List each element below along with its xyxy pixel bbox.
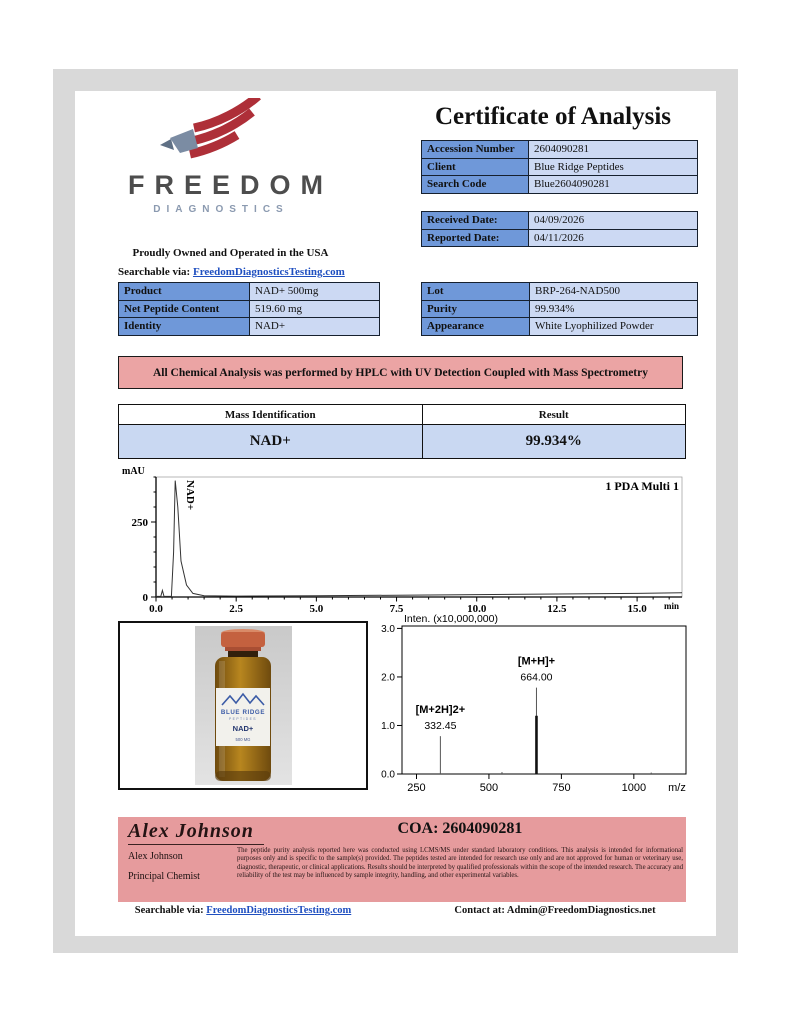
eagle-logo-icon xyxy=(160,98,272,170)
usa-tagline: Proudly Owned and Operated in the USA xyxy=(132,247,329,259)
svg-text:2.5: 2.5 xyxy=(229,603,244,615)
footer-contact-value: Admin@FreedomDiagnostics.net xyxy=(506,905,656,916)
svg-text:5.0: 5.0 xyxy=(309,603,324,615)
row-label: Appearance xyxy=(422,318,530,336)
svg-text:2.0: 2.0 xyxy=(381,672,395,684)
searchable-line xyxy=(118,266,345,278)
table-row xyxy=(119,318,380,336)
row-label: Net Peptide Content xyxy=(119,300,250,318)
svg-text:250: 250 xyxy=(407,782,426,794)
signature-handwriting: Alex Johnson xyxy=(128,820,264,845)
svg-text:250: 250 xyxy=(131,517,148,529)
svg-text:12.5: 12.5 xyxy=(547,603,567,615)
row-label: Lot xyxy=(422,283,530,301)
table-row xyxy=(119,283,380,301)
svg-text:0.0: 0.0 xyxy=(149,603,163,615)
footer-contact xyxy=(430,905,680,916)
table-row xyxy=(422,158,698,176)
row-label: Product xyxy=(119,283,250,301)
svg-text:mAU: mAU xyxy=(122,466,145,477)
footer-contact-label: Contact at: xyxy=(454,905,505,916)
row-value: 99.934% xyxy=(530,300,698,318)
svg-text:1000: 1000 xyxy=(621,782,647,794)
lot-table xyxy=(421,282,698,336)
row-value: 519.60 mg xyxy=(250,300,380,318)
coa-number: COA: 2604090281 xyxy=(397,820,523,837)
footer-searchable-link[interactable]: FreedomDiagnosticsTesting.com xyxy=(206,905,352,916)
product-table xyxy=(118,282,380,336)
svg-text:m/z: m/z xyxy=(668,782,686,794)
vial-product-name: NAD+ xyxy=(232,724,253,733)
row-value: 04/09/2026 xyxy=(529,212,698,230)
table-row xyxy=(119,425,686,459)
svg-text:7.5: 7.5 xyxy=(389,603,404,615)
logo-subtitle: DIAGNOSTICS xyxy=(153,204,289,215)
row-value: White Lyophilized Powder xyxy=(530,318,698,336)
row-value: NAD+ xyxy=(250,318,380,336)
svg-text:0.0: 0.0 xyxy=(381,769,395,781)
logo-wordmark: FREEDOM xyxy=(128,170,333,200)
svg-text:15.0: 15.0 xyxy=(627,603,647,615)
page-title: Certificate of Analysis xyxy=(434,103,672,130)
svg-text:664.00: 664.00 xyxy=(520,671,553,684)
footer-searchable-label: Searchable via: xyxy=(134,905,204,916)
table-row xyxy=(422,141,698,159)
dates-table xyxy=(421,211,698,247)
signer-name: Alex Johnson xyxy=(128,851,183,862)
row-label: Client xyxy=(422,158,529,176)
row-label: Received Date: xyxy=(422,212,529,230)
vial-strength: 500 MG xyxy=(235,737,250,742)
table-row xyxy=(422,318,698,336)
row-value: Blue Ridge Peptides xyxy=(529,158,698,176)
row-label: Accession Number xyxy=(422,141,529,159)
mass-id-value: NAD+ xyxy=(119,425,423,459)
searchable-link[interactable]: FreedomDiagnosticsTesting.com xyxy=(192,266,345,278)
row-label: Purity xyxy=(422,300,530,318)
svg-text:332.45: 332.45 xyxy=(424,720,457,733)
table-row xyxy=(119,300,380,318)
mass-spectrum-chart xyxy=(374,612,696,802)
mass-id-header: Mass Identification xyxy=(119,405,423,425)
svg-text:Inten. (x10,000,000): Inten. (x10,000,000) xyxy=(404,613,498,625)
table-row xyxy=(422,176,698,194)
vial-brand: BLUE RIDGE xyxy=(220,709,265,716)
row-label: Identity xyxy=(119,318,250,336)
svg-text:1 PDA Multi 1: 1 PDA Multi 1 xyxy=(605,479,679,493)
svg-text:1.0: 1.0 xyxy=(381,720,395,732)
row-value: NAD+ 500mg xyxy=(250,283,380,301)
result-value: 99.934% xyxy=(422,425,686,459)
svg-text:750: 750 xyxy=(552,782,571,794)
row-value: 2604090281 xyxy=(529,141,698,159)
hplc-chromatogram-chart xyxy=(118,462,693,617)
result-header: Result xyxy=(422,405,686,425)
row-value: Blue2604090281 xyxy=(529,176,698,194)
disclaimer-text: The peptide purity analysis reported here was conducted using LCMS/MS under standard laboratory conditions. This analysis is intended for informational purposes only and is specific to the sample(s) provided. The peptides tested are intended for research use only and are not approved for human or veterinary use, diagnostic, therapeutic, or clinical applications. Results should be interpreted by qualified professionals within the scope of the intended research. The accuracy and reliability of the test may be influenced by sample integrity, handling, and other experimental variables. xyxy=(237,847,683,880)
table-row xyxy=(422,283,698,301)
table-row xyxy=(422,212,698,230)
row-value: 04/11/2026 xyxy=(529,229,698,247)
mass-identification-table xyxy=(118,404,686,459)
analysis-method-banner: All Chemical Analysis was performed by HPLC with UV Detection Coupled with Mass Spectrometry xyxy=(118,356,683,389)
svg-text:3.0: 3.0 xyxy=(381,623,395,635)
signer-role: Principal Chemist xyxy=(128,871,200,882)
accession-table xyxy=(421,140,698,194)
product-photo-box xyxy=(118,621,368,790)
row-value: BRP-264-NAD500 xyxy=(530,283,698,301)
svg-text:min: min xyxy=(664,601,680,611)
footer-searchable xyxy=(118,905,368,916)
searchable-label: Searchable via: xyxy=(118,266,191,278)
vial-brand-sub: PEPTIDES xyxy=(228,717,257,721)
svg-text:[M+2H]2+: [M+2H]2+ xyxy=(415,704,466,717)
table-row xyxy=(422,300,698,318)
row-label: Reported Date: xyxy=(422,229,529,247)
svg-text:NAD+: NAD+ xyxy=(183,480,196,511)
svg-text:0: 0 xyxy=(142,592,148,604)
vial-photo xyxy=(195,626,292,785)
svg-text:[M+H]+: [M+H]+ xyxy=(517,655,556,668)
svg-text:10.0: 10.0 xyxy=(467,603,487,615)
row-label: Search Code xyxy=(422,176,529,194)
svg-text:500: 500 xyxy=(479,782,499,794)
table-row xyxy=(422,229,698,247)
